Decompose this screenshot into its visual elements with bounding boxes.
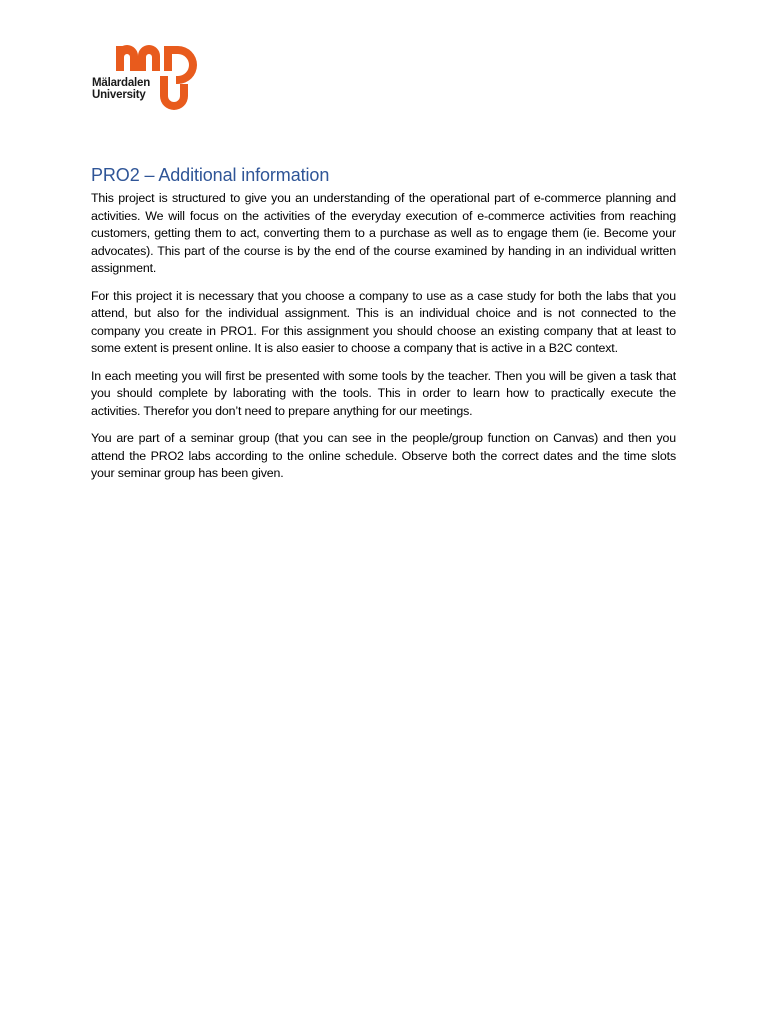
paragraph-company-choice: For this project it is necessary that you choose a company to use as a case study for both the labs that you attend, but also for the individual assignment. This is an individual choice and is not connected to the company you create in PRO1. For this assignment you should choose an existing company that at least to some extent is present online. It is also easier to choose a company that is active in a B2C context. xyxy=(91,288,676,355)
document-heading: PRO2 – Additional information xyxy=(91,165,330,185)
logo-name-line1: Mälardalen xyxy=(92,77,151,89)
paragraph-seminar-group: You are part of a seminar group (that you can see in the people/group function on Canvas) and then you attend the PRO2 labs according to the online schedule. Observe both the correct dates and the time slots your seminar group has been given. xyxy=(91,431,676,480)
paragraph-meetings: In each meeting you will first be presented with some tools by the teacher. Then you will be given a task that you should complete by laborating with the tools. This in order to learn how to practically execute the activities. Therefor you don’t need to prepare anything for our meetings. xyxy=(91,368,676,418)
paragraph-intro: This project is structured to give you an understanding of the operational part of e-commerce planning and activities. We will focus on the activities of the everyday execution of e-commerce activities from reaching customers, getting them to act, converting them to a purchase as well as to engage them (ie. Become your advocates). This part of the course is by the end of the course examined by handing in an individual written assignment. xyxy=(91,191,676,275)
university-logo xyxy=(92,44,200,110)
document-body xyxy=(91,163,676,493)
logo-name-line2: University xyxy=(92,89,146,101)
